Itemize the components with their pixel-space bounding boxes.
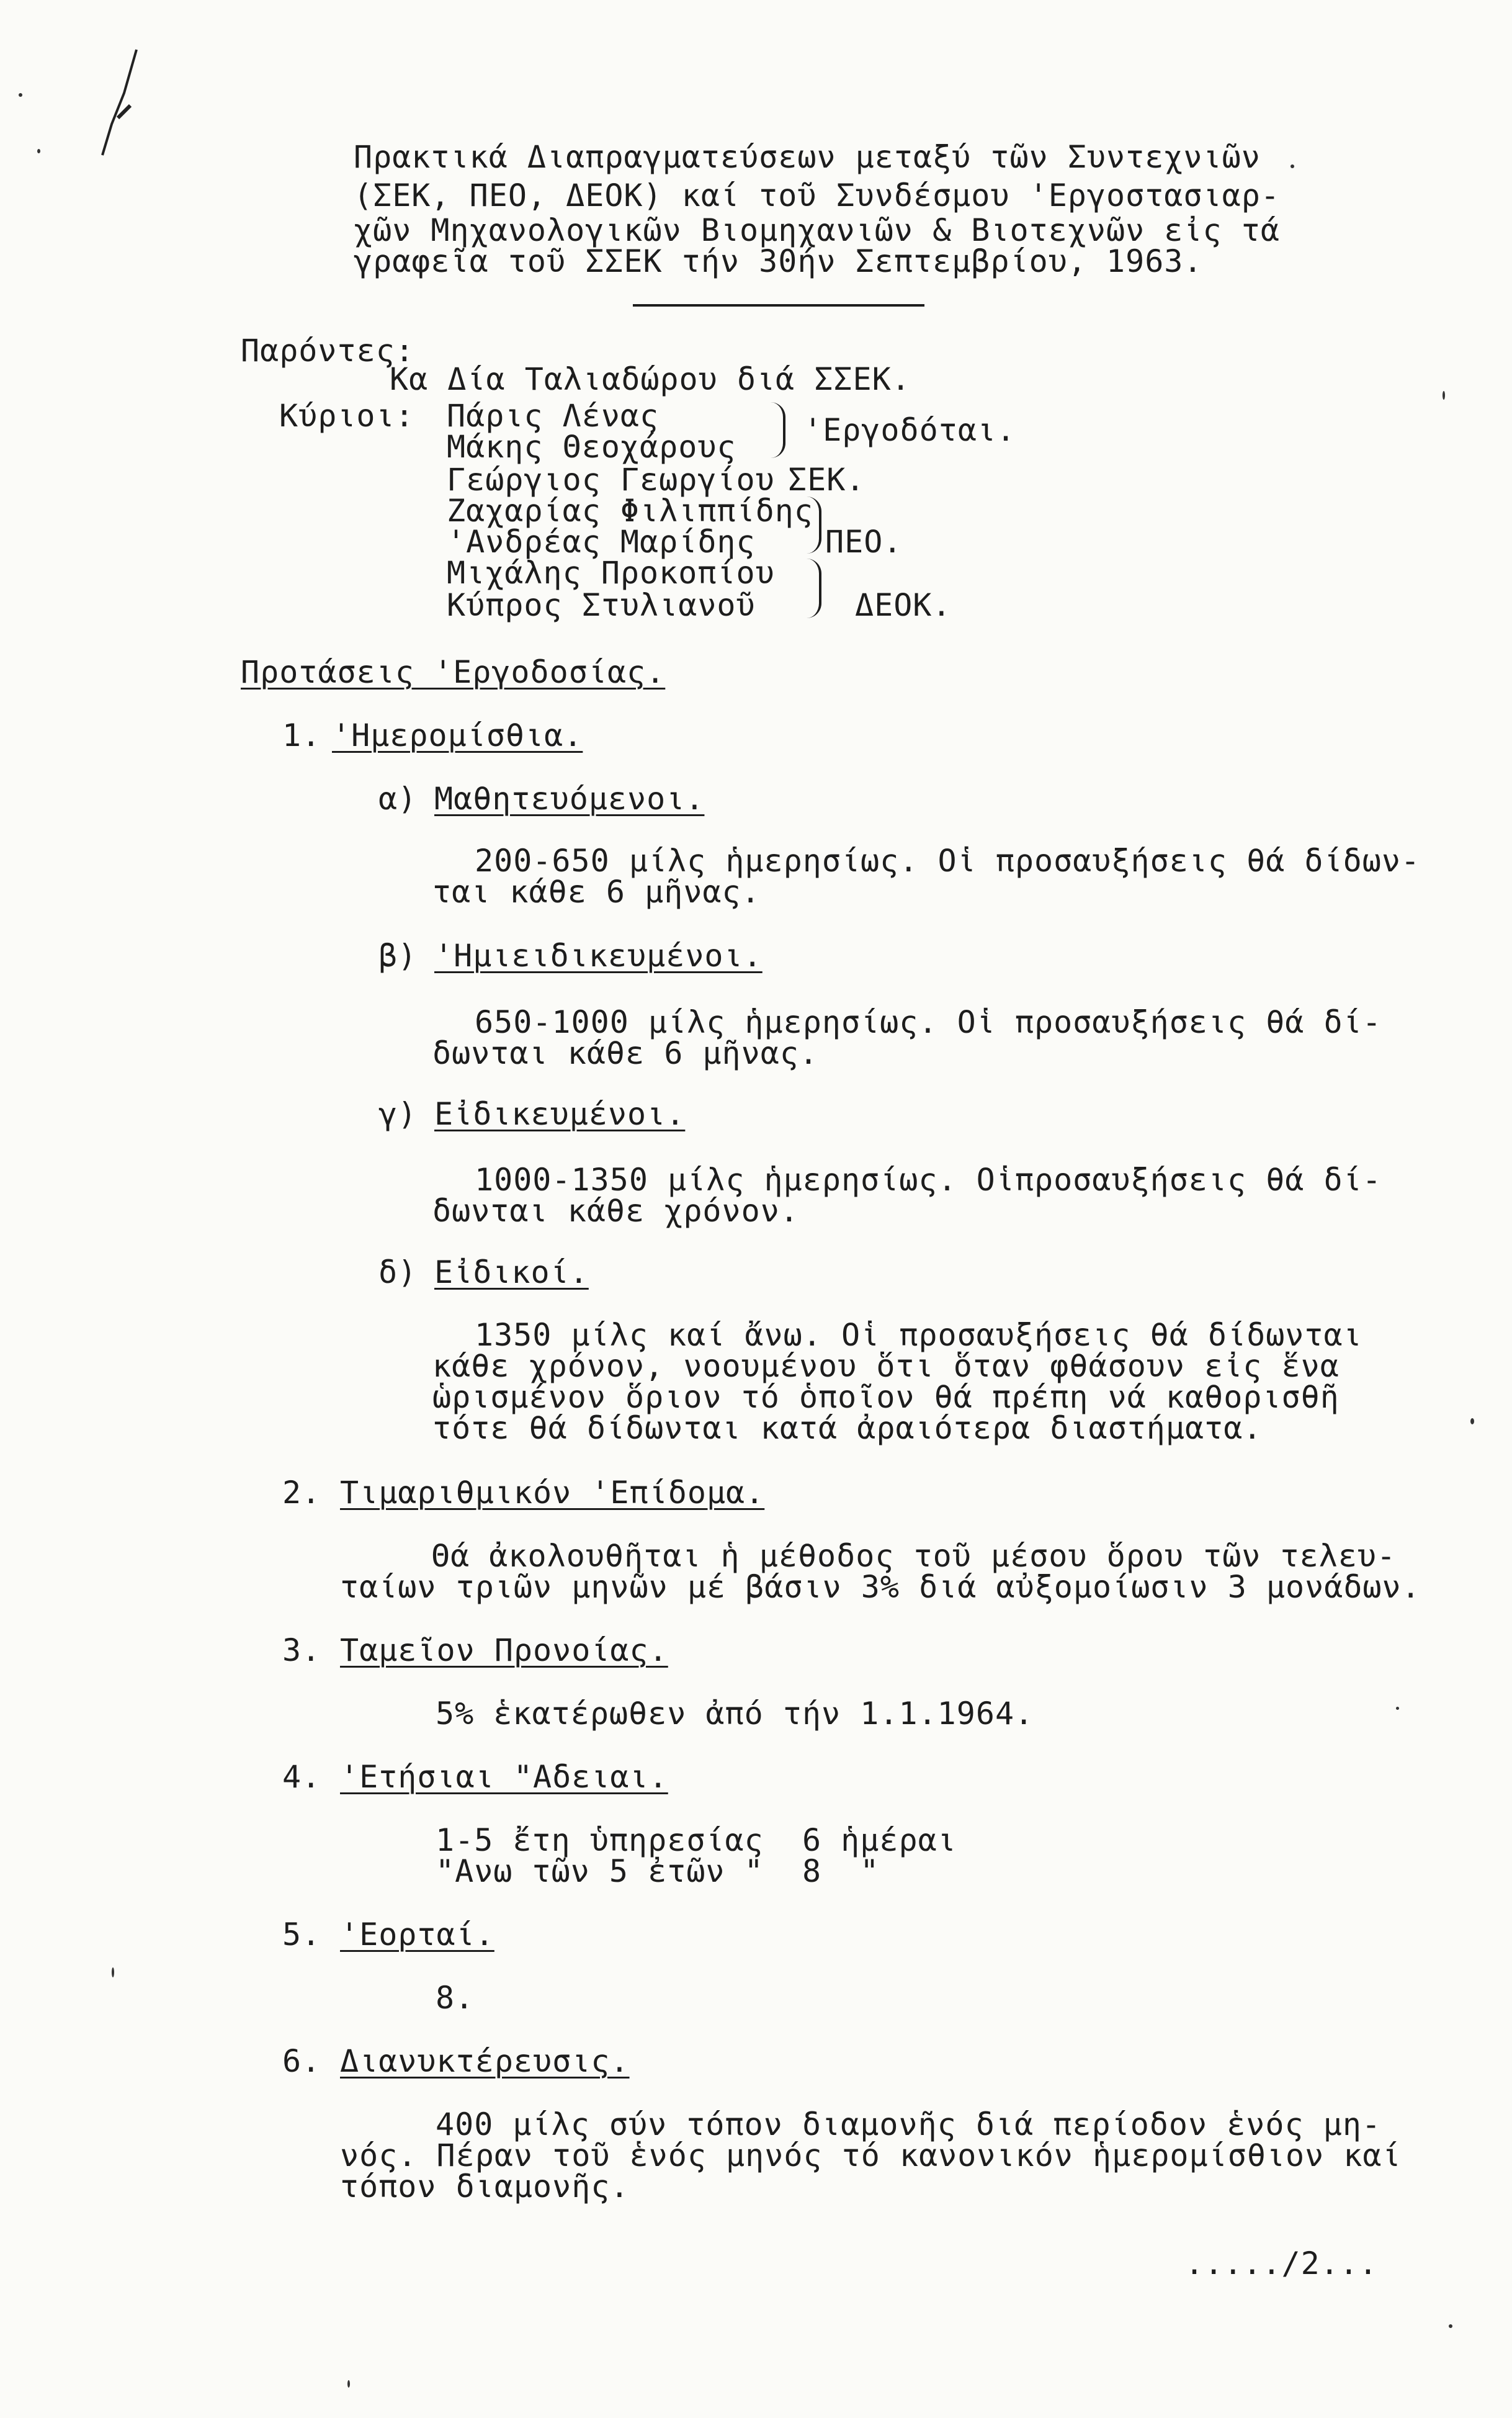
text-line: 1350 μίλς καί ἄνω. Οἱ προσαυξήσεις θά δίδωνται	[475, 1317, 1362, 1353]
text-line: 1000-1350 μίλς ἡμερησίως. Οἱπροσαυξήσεις θά δί-	[475, 1162, 1382, 1198]
item-title: Ταμεῖον Προνοίας.	[340, 1632, 668, 1668]
item-number: 1.	[282, 717, 321, 753]
corner-pen-mark	[74, 37, 149, 174]
title-line-1: Πρακτικά Διαπραγματεύσεων μεταξύ τῶν Συντεχνιῶν	[354, 139, 1261, 175]
title-line-3: χῶν Μηχανολογικῶν Βιομηχανιῶν & Βιοτεχνῶν εἰς τά	[354, 212, 1280, 248]
proposals-heading: Προτάσεις 'Εργοδοσίας.	[241, 654, 666, 690]
text-line: ὡρισμένον ὅριον τό ὁποῖον θά πρέπη νά καθορισθῆ	[432, 1379, 1340, 1415]
attendee-name: 'Ανδρέας Μαρίδης	[447, 524, 756, 560]
attendee-name: Μιχάλης Προκοπίου	[447, 555, 775, 591]
scan-speck	[19, 93, 22, 97]
text-line: ται κάθε 6 μῆνας.	[432, 874, 761, 910]
attendee-lady: Κα Δία Ταλιαδώρου διά ΣΣΕΚ.	[390, 361, 911, 397]
scan-speck	[347, 2380, 350, 2388]
scan-speck	[112, 1967, 114, 1977]
item-title: 'Ημερομίσθια.	[332, 717, 583, 753]
item-title: 'Εορταί.	[340, 1917, 494, 1953]
item-number: 6.	[282, 2043, 321, 2079]
text-line: 400 μίλς σύν τόπον διαμονῆς διά περίοδον ἑνός μη-	[436, 2106, 1382, 2142]
text-line: 650-1000 μίλς ἡμερησίως. Οἱ προσαυξήσεις θά δί-	[475, 1004, 1382, 1040]
attendee-name: Πάρις Λένας	[447, 398, 660, 434]
text-line: 8.	[436, 1980, 475, 2016]
text-line: 5% ἑκατέρωθεν ἀπό τήν 1.1.1964.	[436, 1696, 1034, 1732]
title-rule	[633, 304, 924, 307]
item-number: 5.	[282, 1917, 321, 1953]
group-employers: 'Εργοδόται.	[803, 412, 1016, 448]
group-sek: ΣΕΚ.	[788, 462, 866, 498]
item-title: Τιμαριθμικόν 'Επίδομα.	[340, 1475, 765, 1511]
attendees-men-label: Κύριοι:	[279, 398, 414, 434]
item-number: 3.	[282, 1632, 321, 1668]
title-line-4: γραφεῖα τοῦ ΣΣΕΚ τήν 30ήν Σεπτεμβρίου, 1963.	[354, 243, 1203, 279]
item-number: 4.	[282, 1759, 321, 1795]
subitem-title: Εἰδικευμένοι.	[434, 1096, 686, 1132]
text-line: 200-650 μίλς ἡμερησίως. Οἱ προσαυξήσεις θά δίδων-	[475, 843, 1421, 879]
scan-speck	[1443, 391, 1445, 400]
attendee-name: Μάκης Θεοχάρους	[447, 429, 736, 465]
subitem-title: Μαθητευόμενοι.	[434, 781, 705, 817]
attendee-name: Κύπρος Στυλιανοῦ	[447, 587, 756, 623]
attendee-name: Γεώργιος Γεωργίου	[447, 462, 775, 498]
group-brace	[807, 559, 821, 618]
group-brace	[807, 497, 821, 554]
title-line-2: (ΣΕΚ, ΠΕΟ, ΔΕΟΚ) καί τοῦ Συνδέσμου 'Εργοστασιαρ-	[354, 178, 1280, 213]
item-title: 'Ετήσιαι "Αδειαι.	[340, 1759, 668, 1795]
page-continuation: ...../2...	[1185, 2245, 1379, 2281]
text-line: "Ανω τῶν 5 ἐτῶν " 8 "	[436, 1853, 880, 1889]
group-brace	[771, 402, 785, 458]
group-deok: ΔΕΟΚ.	[855, 587, 952, 623]
scan-speck	[1470, 1418, 1474, 1424]
subitem-letter: δ)	[378, 1254, 418, 1290]
scan-speck	[1291, 164, 1294, 168]
text-line: ταίων τριῶν μηνῶν μέ βάσιν 3% διά αὐξομοίωσιν 3 μονάδων.	[340, 1569, 1421, 1605]
text-line: νός. Πέραν τοῦ ἑνός μηνός τό κανονικόν ἡμερομίσθιον καί	[340, 2137, 1402, 2173]
subitem-letter: α)	[378, 781, 418, 817]
text-line: τότε θά δίδωνται κατά ἀραιότερα διαστήματα.	[432, 1410, 1263, 1446]
text-line: δωνται κάθε χρόνον.	[432, 1193, 799, 1229]
item-number: 2.	[282, 1475, 321, 1511]
text-line: 1-5 ἔτη ὑπηρεσίας 6 ἡμέραι	[436, 1822, 957, 1858]
attendees-label: Παρόντες:	[241, 333, 414, 369]
group-peo: ΠΕΟ.	[825, 524, 903, 560]
text-line: κάθε χρόνον, νοουμένου ὅτι ὅταν φθάσουν εἰς ἕνα	[432, 1348, 1340, 1384]
subitem-title: Εἰδικοί.	[434, 1254, 589, 1290]
text-line: τόπον διαμονῆς.	[340, 2169, 630, 2205]
text-line: δωνται κάθε 6 μῆνας.	[432, 1035, 819, 1071]
item-title: Διανυκτέρευσις.	[340, 2043, 630, 2079]
subitem-letter: γ)	[378, 1096, 418, 1132]
subitem-title: 'Ημιειδικευμένοι.	[434, 938, 763, 974]
subitem-letter: β)	[378, 938, 418, 974]
scan-speck	[1449, 2324, 1452, 2328]
text-line: Θά ἀκολουθῆται ἡ μέθοδος τοῦ μέσου ὅρου τῶν τελευ-	[431, 1538, 1397, 1574]
scan-speck	[37, 149, 40, 153]
scan-speck	[1396, 1707, 1399, 1710]
attendee-name: Ζαχαρίας Φιλιππίδης	[447, 493, 813, 529]
